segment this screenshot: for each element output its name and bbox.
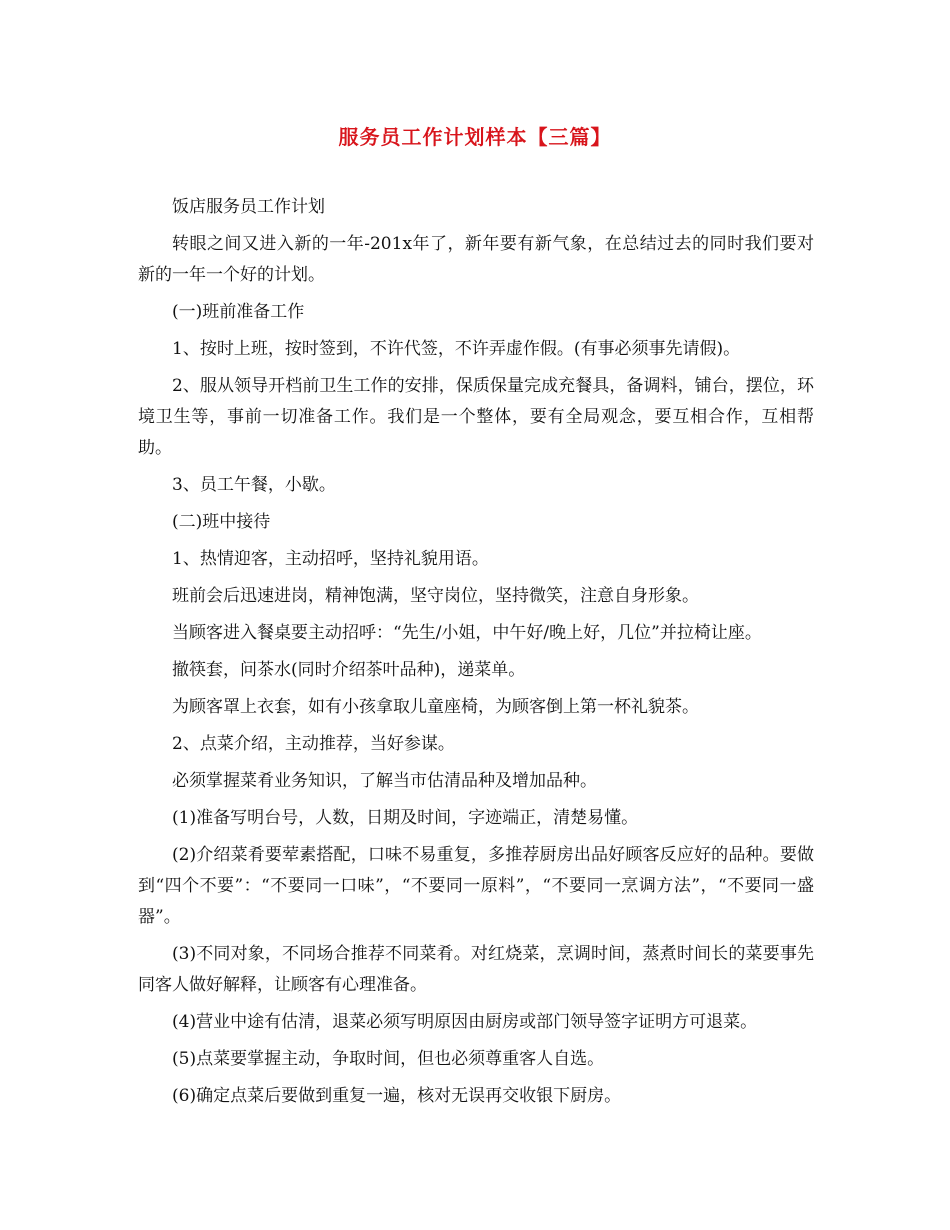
document-title: 服务员工作计划样本【三篇】 [338,125,612,149]
paragraph-intro: 转眼之间又进入新的一年-201x年了，新年要有新气象，在总结过去的同时我们要对新的一年一个好的计划。 [138,234,814,285]
paragraph-item: 撤筷套，问茶水(同时介绍茶叶品种)，递菜单。 [172,660,526,680]
paragraph-item: (4)营业中途有估清，退菜必须写明原因由厨房或部门领导签字证明方可退菜。 [172,1012,758,1032]
paragraph-item: 必须掌握菜肴业务知识，了解当市估清品种及增加品种。 [172,771,597,791]
paragraph-item: 2、服从领导开档前卫生工作的安排，保质保量完成充餐具，备调料，铺台，摆位，环境卫生等，事前一切准备工作。我们是一个整体，要有全局观念，要互相合作，互相帮助。 [138,376,814,458]
paragraph-item: (5)点菜要掌握主动，争取时间，但也必须尊重客人自选。 [172,1049,605,1069]
paragraph-item: 当顾客进入餐桌要主动招呼：“先生/小姐，中午好/晚上好，几位”并拉椅让座。 [172,623,762,643]
paragraph-item: 3、员工午餐，小歇。 [172,475,336,495]
paragraph-item: (1)准备写明台号，人数，日期及时间，字迹端正，清楚易懂。 [172,808,639,828]
paragraph-subtitle: 饭店服务员工作计划 [172,197,325,217]
paragraph-item: (3)不同对象，不同场合推荐不同菜肴。对红烧菜，烹调时间，蒸煮时间长的菜要事先同客人做好解释，让顾客有心理准备。 [138,944,814,995]
paragraph-item: 为顾客罩上衣套，如有小孩拿取儿童座椅，为顾客倒上第一杯礼貌茶。 [172,697,699,717]
paragraph-item: 1、热情迎客，主动招呼，坚持礼貌用语。 [172,549,489,569]
paragraph-item: 班前会后迅速进岗，精神饱满，坚守岗位，坚持微笑，注意自身形象。 [172,586,699,606]
paragraph-item: 2、点菜介绍，主动推荐，当好参谋。 [172,734,455,754]
section-heading-reception: (二)班中接待 [172,512,271,532]
paragraph-item: (2)介绍菜肴要荤素搭配，口味不易重复，多推荐厨房出品好顾客反应好的品种。要做到“四个不要”：“不要同一口味”，“不要同一原料”，“不要同一烹调方法”，“不要同一盛器”。 [138,845,814,927]
paragraph-item: 1、按时上班，按时签到，不许代签，不许弄虚作假。(有事必须事先请假)。 [172,339,741,359]
document-body [138,192,814,1118]
section-heading-pre-shift: (一)班前准备工作 [172,302,305,322]
paragraph-item: (6)确定点菜后要做到重复一遍，核对无误再交收银下厨房。 [172,1086,622,1106]
